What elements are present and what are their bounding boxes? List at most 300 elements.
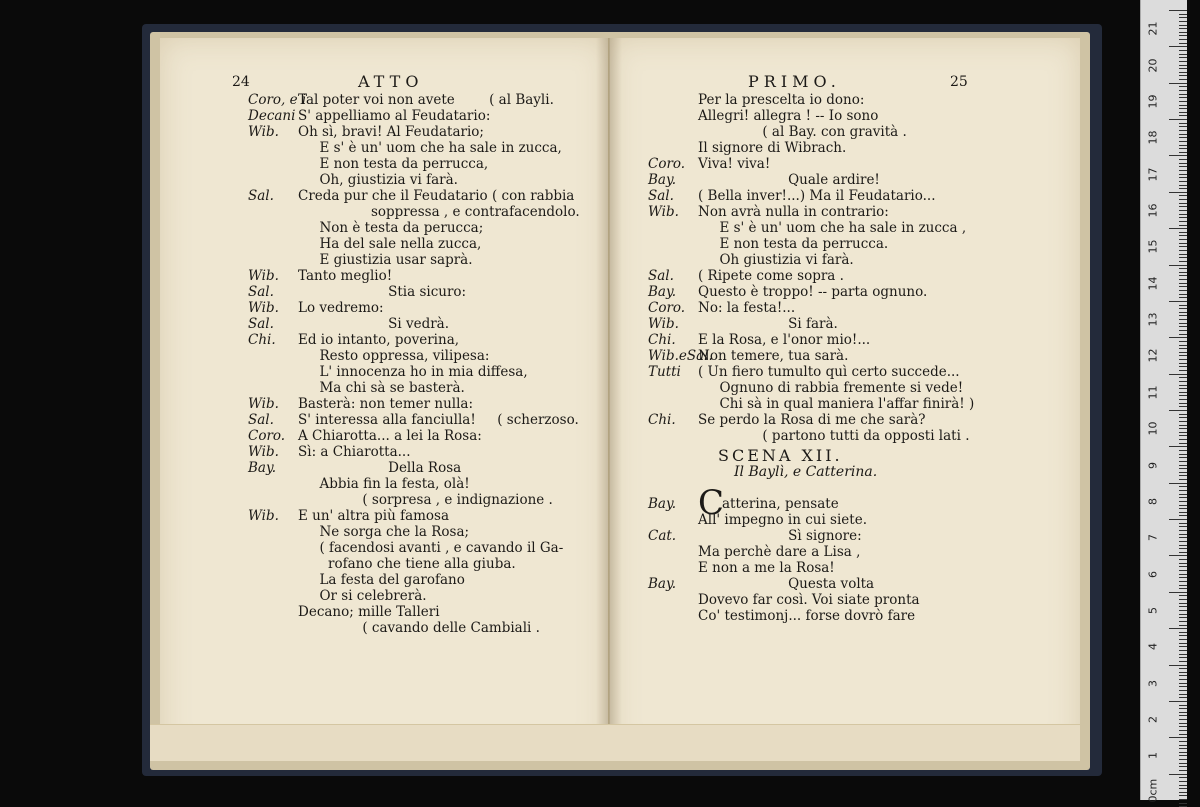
ruler-minor-tick: [1179, 595, 1187, 596]
verse-line: [248, 188, 608, 204]
ruler-number: 15: [1146, 239, 1160, 254]
right-page-number: 25: [950, 74, 968, 90]
speaker-label: Wib.: [248, 300, 279, 316]
verse-line: [648, 348, 1028, 364]
ruler-minor-tick: [1179, 108, 1187, 109]
ruler-minor-tick: [1179, 174, 1187, 175]
ruler-minor-tick: [1179, 730, 1187, 731]
verse-text: Abbia fin la festa, olà!: [298, 476, 470, 492]
left-page-text: [248, 92, 608, 636]
ruler-minor-tick: [1179, 257, 1187, 258]
ruler-tick: [1169, 265, 1187, 266]
ruler-tick: [1169, 337, 1187, 338]
speaker-label: Wib.: [648, 316, 679, 332]
ruler-minor-tick: [1179, 545, 1187, 546]
ruler-minor-tick: [1179, 435, 1187, 436]
ruler-minor-tick: [1179, 217, 1187, 218]
verse-text: E la Rosa, e l'onor mio!...: [698, 332, 871, 348]
speaker-label: Sal.: [648, 268, 674, 284]
ruler-minor-tick: [1179, 235, 1187, 236]
ruler-minor-tick: [1179, 650, 1187, 651]
left-running-head: ATTO: [358, 72, 424, 91]
ruler-minor-tick: [1179, 465, 1187, 466]
ruler-minor-tick: [1179, 461, 1187, 462]
ruler-minor-tick: [1179, 283, 1187, 284]
verse-line: [648, 156, 1028, 172]
ruler-minor-tick: [1179, 101, 1187, 102]
ruler-minor-tick: [1179, 341, 1187, 342]
ruler-minor-tick: [1179, 90, 1187, 91]
speaker-label: Coro.: [648, 300, 686, 316]
ruler-minor-tick: [1179, 348, 1187, 349]
verse-text: Tanto meglio!: [298, 268, 393, 284]
ruler-minor-tick: [1179, 319, 1187, 320]
speaker-label: Sal.: [248, 316, 274, 332]
verse-line: [248, 556, 608, 572]
ruler-number: 16: [1146, 203, 1160, 218]
ruler-minor-tick: [1179, 406, 1187, 407]
ruler-minor-tick: [1179, 243, 1187, 244]
ruler-tick: [1169, 192, 1187, 193]
ruler-minor-tick: [1179, 614, 1187, 615]
verse-text: soppressa , e contrafacendolo.: [298, 204, 580, 220]
verse-text: Quale ardire!: [698, 172, 880, 188]
ruler-minor-tick: [1179, 370, 1187, 371]
ruler-tick: [1169, 10, 1187, 11]
ruler-minor-tick: [1179, 748, 1187, 749]
ruler-minor-tick: [1179, 581, 1187, 582]
ruler-minor-tick: [1179, 566, 1187, 567]
ruler-minor-tick: [1179, 177, 1187, 178]
speaker-label: Wib.: [648, 204, 679, 220]
ruler-minor-tick: [1179, 385, 1187, 386]
ruler-minor-tick: [1179, 214, 1187, 215]
ruler-minor-tick: [1179, 141, 1187, 142]
ruler-number: 8: [1146, 497, 1160, 505]
speaker-label: Bay.: [648, 172, 677, 188]
ruler-minor-tick: [1179, 570, 1187, 571]
ruler-minor-tick: [1179, 475, 1187, 476]
speaker-label: Wib.: [248, 444, 279, 460]
ruler-minor-tick: [1179, 632, 1187, 633]
ruler-minor-tick: [1179, 766, 1187, 767]
ruler-minor-tick: [1179, 763, 1187, 764]
ruler-minor-tick: [1179, 326, 1187, 327]
ruler-minor-tick: [1179, 359, 1187, 360]
ruler-minor-tick: [1179, 425, 1187, 426]
ruler-tick: [1169, 83, 1187, 84]
speaker-label: Chi.: [648, 332, 676, 348]
ruler-minor-tick: [1179, 392, 1187, 393]
verse-line: [248, 332, 608, 348]
ruler-minor-tick: [1179, 606, 1187, 607]
ruler-minor-tick: [1179, 610, 1187, 611]
ruler-minor-tick: [1179, 388, 1187, 389]
ruler-minor-tick: [1179, 494, 1187, 495]
speaker-label: Coro, e i: [248, 92, 307, 108]
verse-text: Viva! viva!: [698, 156, 771, 172]
ruler-minor-tick: [1179, 294, 1187, 295]
ruler-minor-tick: [1179, 268, 1187, 269]
verse-text: atterina, pensate: [722, 496, 839, 512]
ruler-number: 6: [1146, 570, 1160, 578]
ruler-minor-tick: [1179, 712, 1187, 713]
verse-line: [648, 560, 1028, 576]
verse-line: [648, 528, 1028, 544]
ruler-minor-tick: [1179, 588, 1187, 589]
ruler-number: 14: [1146, 276, 1160, 291]
right-page-text: [648, 92, 1028, 444]
verse-line: [648, 428, 1028, 444]
ruler-minor-tick: [1179, 57, 1187, 58]
ruler-minor-tick: [1179, 312, 1187, 313]
verse-text: Sì: a Chiarotta...: [298, 444, 411, 460]
verse-line: [648, 236, 1028, 252]
verse-text: Ma chi sà se basterà.: [298, 380, 465, 396]
verse-text: Dovevo far così. Voi siate pronta: [698, 592, 920, 608]
ruler-minor-tick: [1179, 657, 1187, 658]
verse-text: No: la festa!...: [698, 300, 796, 316]
verse-text: Ne sorga che la Rosa;: [298, 524, 470, 540]
verse-text: Or si celebrerà.: [298, 588, 427, 604]
ruler-minor-tick: [1179, 443, 1187, 444]
verse-text: ( Ripete come sopra .: [698, 268, 844, 284]
ruler-number: 3: [1146, 679, 1160, 687]
ruler-minor-tick: [1179, 599, 1187, 600]
verse-text: A Chiarotta... a lei la Rosa:: [298, 428, 482, 444]
speaker-label: Coro.: [248, 428, 286, 444]
ruler-tick: [1169, 46, 1187, 47]
ruler-minor-tick: [1179, 315, 1187, 316]
speaker-label: Chi.: [248, 332, 276, 348]
ruler-minor-tick: [1179, 79, 1187, 80]
speaker-label: Sal.: [248, 412, 274, 428]
ruler-minor-tick: [1179, 574, 1187, 575]
verse-text: E s' è un' uom che ha sale in zucca ,: [698, 220, 967, 236]
verse-line: [648, 284, 1028, 300]
ruler-number: 13: [1146, 312, 1160, 327]
ruler-minor-tick: [1179, 512, 1187, 513]
book-gutter: [596, 38, 622, 758]
ruler-minor-tick: [1179, 126, 1187, 127]
ruler-number: 21: [1146, 21, 1160, 36]
verse-line: [248, 172, 608, 188]
verse-line: [248, 508, 608, 524]
ruler-minor-tick: [1179, 661, 1187, 662]
verse-text: Basterà: non temer nulla:: [298, 396, 474, 412]
verse-text: Lo vedremo:: [298, 300, 384, 316]
verse-line: [248, 348, 608, 364]
ruler-minor-tick: [1179, 115, 1187, 116]
verse-text: Ognuno di rabbia fremente si vede!: [698, 380, 964, 396]
ruler-minor-tick: [1179, 490, 1187, 491]
speaker-label: Sal.: [248, 188, 274, 204]
ruler-minor-tick: [1179, 697, 1187, 698]
verse-line: [648, 124, 1028, 140]
ruler-minor-tick: [1179, 497, 1187, 498]
verse-line: [648, 92, 1028, 108]
verse-text: Oh sì, bravi! Al Feudatario;: [298, 124, 484, 140]
verse-text: Si vedrà.: [298, 316, 450, 332]
speaker-label: Cat.: [648, 528, 677, 544]
verse-text: Allegri! allegra ! -- Io sono: [698, 108, 879, 124]
ruler-number: 7: [1146, 534, 1160, 542]
speaker-label: Bay.: [648, 496, 677, 512]
ruler-minor-tick: [1179, 683, 1187, 684]
ruler-minor-tick: [1179, 195, 1187, 196]
scene-text: [648, 483, 1028, 624]
verse-line: [248, 92, 608, 108]
verse-line: [648, 592, 1028, 608]
ruler-minor-tick: [1179, 603, 1187, 604]
ruler-tick: [1169, 119, 1187, 120]
verse-text: La festa del garofano: [298, 572, 465, 588]
ruler-minor-tick: [1179, 206, 1187, 207]
speaker-label: Decani: [248, 108, 296, 124]
ruler-minor-tick: [1179, 486, 1187, 487]
verse-text: E un' altra più famosa: [298, 508, 450, 524]
ruler-minor-tick: [1179, 781, 1187, 782]
ruler-minor-tick: [1179, 250, 1187, 251]
ruler-minor-tick: [1179, 639, 1187, 640]
ruler-minor-tick: [1179, 305, 1187, 306]
ruler-minor-tick: [1179, 745, 1187, 746]
verse-line: [248, 204, 608, 220]
ruler-tick: [1169, 555, 1187, 556]
ruler-minor-tick: [1179, 239, 1187, 240]
ruler-minor-tick: [1179, 25, 1187, 26]
ruler-minor-tick: [1179, 723, 1187, 724]
ruler-tick: [1169, 519, 1187, 520]
left-page-number: 24: [232, 74, 250, 90]
ruler-number: 10: [1146, 421, 1160, 436]
ruler-tick: [1169, 483, 1187, 484]
verse-line: [248, 364, 608, 380]
speaker-label: Bay.: [248, 460, 277, 476]
ruler-minor-tick: [1179, 450, 1187, 451]
verse-text: Ha del sale nella zucca,: [298, 236, 482, 252]
ruler-minor-tick: [1179, 381, 1187, 382]
ruler-minor-tick: [1179, 621, 1187, 622]
ruler-minor-tick: [1179, 152, 1187, 153]
ruler-minor-tick: [1179, 232, 1187, 233]
ruler-minor-tick: [1179, 130, 1187, 131]
verse-text: All' impegno in cui siete.: [698, 512, 868, 528]
verse-line: [248, 396, 608, 412]
ruler-minor-tick: [1179, 501, 1187, 502]
ruler-minor-tick: [1179, 414, 1187, 415]
ruler-minor-tick: [1179, 515, 1187, 516]
ruler-minor-tick: [1179, 14, 1187, 15]
ruler-tick: [1169, 228, 1187, 229]
speaker-label: Wib.: [248, 124, 279, 140]
ruler-minor-tick: [1179, 225, 1187, 226]
right-running-head: PRIMO.: [748, 72, 841, 91]
verse-text: Decano; mille Talleri: [298, 604, 440, 620]
ruler-minor-tick: [1179, 97, 1187, 98]
ruler-minor-tick: [1179, 672, 1187, 673]
ruler-minor-tick: [1179, 185, 1187, 186]
verse-text: Per la prescelta io dono:: [698, 92, 865, 108]
ruler-minor-tick: [1179, 203, 1187, 204]
ruler-minor-tick: [1179, 785, 1187, 786]
ruler-tick: [1169, 737, 1187, 738]
verse-line: [648, 188, 1028, 204]
verse-text: ( cavando delle Cambiali .: [298, 620, 540, 636]
ruler-tick: [1169, 301, 1187, 302]
ruler-minor-tick: [1179, 559, 1187, 560]
verse-text: E non testa da perrucca,: [298, 156, 489, 172]
ruler-minor-tick: [1179, 505, 1187, 506]
ruler-minor-tick: [1179, 454, 1187, 455]
ruler-minor-tick: [1179, 726, 1187, 727]
verse-line: [648, 316, 1028, 332]
ruler-minor-tick: [1179, 170, 1187, 171]
speaker-label: Wib.: [248, 268, 279, 284]
ruler-minor-tick: [1179, 261, 1187, 262]
verse-line: [248, 140, 608, 156]
verse-line: [248, 124, 608, 140]
ruler-minor-tick: [1179, 643, 1187, 644]
ruler-number: 19: [1146, 94, 1160, 109]
speaker-label: Tutti: [648, 364, 681, 380]
ruler-minor-tick: [1179, 432, 1187, 433]
verse-line: [248, 444, 608, 460]
verse-line: [648, 412, 1028, 428]
ruler-minor-tick: [1179, 279, 1187, 280]
ruler-minor-tick: [1179, 366, 1187, 367]
ruler-minor-tick: [1179, 734, 1187, 735]
ruler-minor-tick: [1179, 457, 1187, 458]
speaker-label: Chi.: [648, 412, 676, 428]
verse-line: [648, 268, 1028, 284]
verse-line: [248, 108, 608, 124]
verse-line: [248, 620, 608, 636]
ruler-minor-tick: [1179, 352, 1187, 353]
ruler-minor-tick: [1179, 123, 1187, 124]
verse-line: [648, 140, 1028, 156]
ruler-minor-tick: [1179, 803, 1187, 804]
ruler-minor-tick: [1179, 272, 1187, 273]
verse-line: [648, 576, 1028, 592]
ruler-tick: [1169, 155, 1187, 156]
ruler-minor-tick: [1179, 694, 1187, 695]
ruler-minor-tick: [1179, 777, 1187, 778]
ruler-number: 9: [1146, 461, 1160, 469]
verse-text: Non temere, tua sarà.: [698, 348, 849, 364]
ruler-minor-tick: [1179, 563, 1187, 564]
ruler-minor-tick: [1179, 61, 1187, 62]
ruler-minor-tick: [1179, 286, 1187, 287]
verse-line: [248, 572, 608, 588]
ruler-minor-tick: [1179, 654, 1187, 655]
ruler-minor-tick: [1179, 428, 1187, 429]
ruler-tick: [1169, 410, 1187, 411]
verse-line: [248, 268, 608, 284]
verse-line: [248, 604, 608, 620]
verse-line: [248, 236, 608, 252]
ruler-minor-tick: [1179, 421, 1187, 422]
ruler-minor-tick: [1179, 254, 1187, 255]
ruler-minor-tick: [1179, 221, 1187, 222]
verse-line: [248, 476, 608, 492]
ruler-minor-tick: [1179, 112, 1187, 113]
ruler-number: 18: [1146, 130, 1160, 145]
ruler-minor-tick: [1179, 65, 1187, 66]
verse-line: [248, 588, 608, 604]
right-page: [610, 38, 1080, 758]
verse-line: [648, 172, 1028, 188]
ruler-minor-tick: [1179, 137, 1187, 138]
ruler-minor-tick: [1179, 246, 1187, 247]
verse-line: [248, 284, 608, 300]
ruler-number: 11: [1146, 385, 1160, 400]
verse-line: [648, 220, 1028, 236]
scene-title: SCENA XII.: [718, 446, 843, 465]
verse-line: [648, 364, 1028, 380]
drop-cap: C: [698, 483, 725, 523]
ruler-minor-tick: [1179, 479, 1187, 480]
verse-text: Questo è troppo! -- parta ognuno.: [698, 284, 928, 300]
ruler-minor-tick: [1179, 417, 1187, 418]
ruler-minor-tick: [1179, 686, 1187, 687]
verse-line: [648, 512, 1028, 528]
verse-line: [248, 156, 608, 172]
ruler-minor-tick: [1179, 188, 1187, 189]
speaker-label: Bay.: [648, 284, 677, 300]
ruler-minor-tick: [1179, 68, 1187, 69]
verse-text: Non avrà nulla in contrario:: [698, 204, 889, 220]
ruler-minor-tick: [1179, 72, 1187, 73]
ruler-minor-tick: [1179, 585, 1187, 586]
ruler-minor-tick: [1179, 523, 1187, 524]
ruler-minor-tick: [1179, 439, 1187, 440]
ruler-minor-tick: [1179, 752, 1187, 753]
ruler-minor-tick: [1179, 181, 1187, 182]
verse-text: S' appelliamo al Feudatario:: [298, 108, 491, 124]
ruler-tick: [1169, 665, 1187, 666]
ruler-number: 12: [1146, 348, 1160, 363]
ruler-number: 2: [1146, 716, 1160, 724]
ruler-tick: [1169, 374, 1187, 375]
ruler-minor-tick: [1179, 617, 1187, 618]
verse-line: [648, 300, 1028, 316]
speaker-label: Wib.: [248, 508, 279, 524]
ruler-tick: [1169, 628, 1187, 629]
ruler-minor-tick: [1179, 21, 1187, 22]
verse-text: rofano che tiene alla giuba.: [298, 556, 516, 572]
verse-text: Chi sà in qual maniera l'affar finirà! ): [698, 396, 975, 412]
ruler-minor-tick: [1179, 166, 1187, 167]
verse-text: Si farà.: [698, 316, 838, 332]
scene-subtitle: Il Baylì, e Catterina.: [734, 464, 878, 480]
ruler-number: 20: [1146, 58, 1160, 73]
ruler-minor-tick: [1179, 290, 1187, 291]
verse-text: ( facendosi avanti , e cavando il Ga-: [298, 540, 564, 556]
ruler-minor-tick: [1179, 148, 1187, 149]
ruler-minor-tick: [1179, 210, 1187, 211]
verse-line: [648, 396, 1028, 412]
verse-line: [648, 380, 1028, 396]
verse-text: E non a me la Rosa!: [698, 560, 835, 576]
ruler-minor-tick: [1179, 548, 1187, 549]
verse-text: Resto oppressa, vilipesa:: [298, 348, 490, 364]
ruler-minor-tick: [1179, 577, 1187, 578]
ruler-minor-tick: [1179, 679, 1187, 680]
ruler-minor-tick: [1179, 199, 1187, 200]
verse-text: Della Rosa: [298, 460, 462, 476]
ruler-minor-tick: [1179, 668, 1187, 669]
